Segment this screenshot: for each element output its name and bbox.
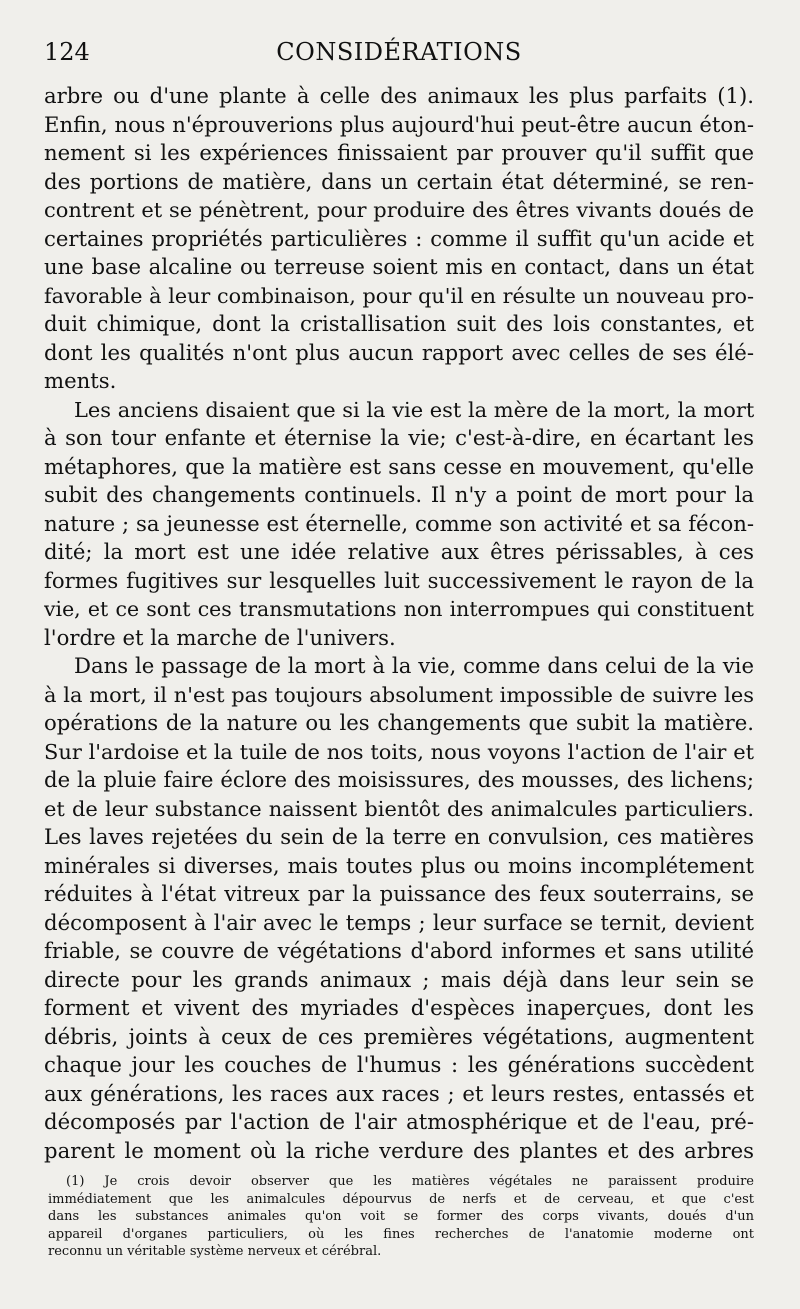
text-line: réduites à l'état vitreux par la puissance des feux souterrains, se	[44, 881, 754, 906]
text-line: Sur l'ardoise et la tuile de nos toits, nous voyons l'action de l'air et	[44, 739, 754, 764]
body-text	[44, 82, 754, 1165]
text-line: Les laves rejetées du sein de la terre en convulsion, ces matières	[44, 824, 754, 849]
paragraph-2	[44, 396, 754, 653]
text-line: à son tour enfante et éternise la vie; c'est-à-dire, en écartant les	[44, 425, 754, 450]
footnote-line: dans les substances animales qu'on voit se former des corps vivants, doués d'un	[48, 1209, 754, 1224]
text-line: contrent et se pénètrent, pour produire des êtres vivants doués de	[44, 198, 754, 222]
footnote-line: appareil d'organes particuliers, où les fines recherches de l'anatomie moderne ont	[48, 1226, 754, 1242]
page-header	[44, 38, 754, 78]
text-line: métaphores, que la matière est sans cesse en mouvement, qu'elle	[44, 453, 754, 479]
text-line: décomposés par l'action de l'air atmosphérique et de l'eau, pré-	[44, 1109, 754, 1134]
text-line: friable, se couvre de végétations d'abord informes et sans utilité	[44, 938, 754, 963]
text-line: minérales si diverses, mais toutes plus ou moins incomplétement	[44, 852, 754, 878]
text-line: vie, et ce sont ces transmutations non interrompues qui constituent	[44, 597, 754, 621]
text-line: dité; la mort est une idée relative aux êtres périssables, à ces	[44, 539, 754, 564]
footnote	[44, 1173, 754, 1261]
text-line: chaque jour les couches de l'humus : les générations succèdent	[44, 1052, 754, 1077]
text-line: nature ; sa jeunesse est éternelle, comme son activité et sa fécon-	[44, 510, 754, 536]
text-line: duit chimique, dont la cristallisation suit des lois constantes, et	[44, 311, 754, 336]
text-line: de la pluie faire éclore des moisissures, des mousses, des lichens;	[44, 767, 754, 792]
text-line: Enfin, nous n'éprouverions plus aujourd'hui peut-être aucun éton-	[44, 111, 754, 137]
running-head: CONSIDÉRATIONS	[276, 38, 522, 66]
text-line: arbre ou d'une plante à celle des animaux les plus parfaits (1).	[44, 83, 754, 108]
text-line: décomposent à l'air avec le temps ; leur surface se ternit, devient	[44, 909, 754, 935]
text-line: ments.	[44, 368, 117, 393]
text-line: directe pour les grands animaux ; mais déjà dans leur sein se	[44, 966, 754, 992]
footnote-line: (1) Je crois devoir observer que les matières végétales ne paraissent produire	[66, 1174, 754, 1189]
text-line: opérations de la nature ou les changements que subit la matière.	[44, 710, 754, 735]
text-line: nement si les expériences finissaient par prouver qu'il suffit que	[44, 140, 754, 165]
text-line: formes fugitives sur lesquelles luit successivement le rayon de la	[44, 567, 754, 593]
text-line: Dans le passage de la mort à la vie, comme dans celui de la vie	[74, 653, 754, 678]
text-line: subit des changements continuels. Il n'y a point de mort pour la	[44, 482, 754, 507]
text-line: une base alcaline ou terreuse soient mis en contact, dans un état	[44, 254, 754, 279]
text-line: forment et vivent des myriades d'espèces inaperçues, dont les	[44, 995, 754, 1020]
text-line: des portions de matière, dans un certain état déterminé, se ren-	[44, 168, 754, 194]
text-line: parent le moment où la riche verdure des plantes et des arbres	[44, 1137, 754, 1163]
footnote-line: immédiatement que les animalcules dépourvus de nerfs et de cerveau, et que c'est	[48, 1191, 754, 1207]
text-line: l'ordre et la marche de l'univers.	[44, 624, 396, 650]
text-line: à la mort, il n'est pas toujours absolument impossible de suivre les	[44, 682, 754, 707]
paragraph-1	[44, 82, 754, 396]
page-number: 124	[44, 38, 90, 66]
text-line: certaines propriétés particulières : comme il suffit qu'un acide et	[44, 225, 754, 251]
paragraph-3	[44, 652, 754, 1165]
text-line: dont les qualités n'ont plus aucun rapport avec celles de ses élé-	[44, 339, 754, 365]
text-line: favorable à leur combinaison, pour qu'il en résulte un nouveau pro-	[44, 283, 754, 308]
text-line: aux générations, les races aux races ; et leurs restes, entassés et	[44, 1080, 754, 1106]
text-line: débris, joints à ceux de ces premières végétations, augmentent	[44, 1023, 754, 1049]
text-line: Les anciens disaient que si la vie est la mère de la mort, la mort	[74, 397, 754, 422]
text-line: et de leur substance naissent bientôt des animalcules particuliers.	[44, 796, 754, 821]
footnote-line: reconnu un véritable système nerveux et cérébral.	[48, 1244, 382, 1259]
